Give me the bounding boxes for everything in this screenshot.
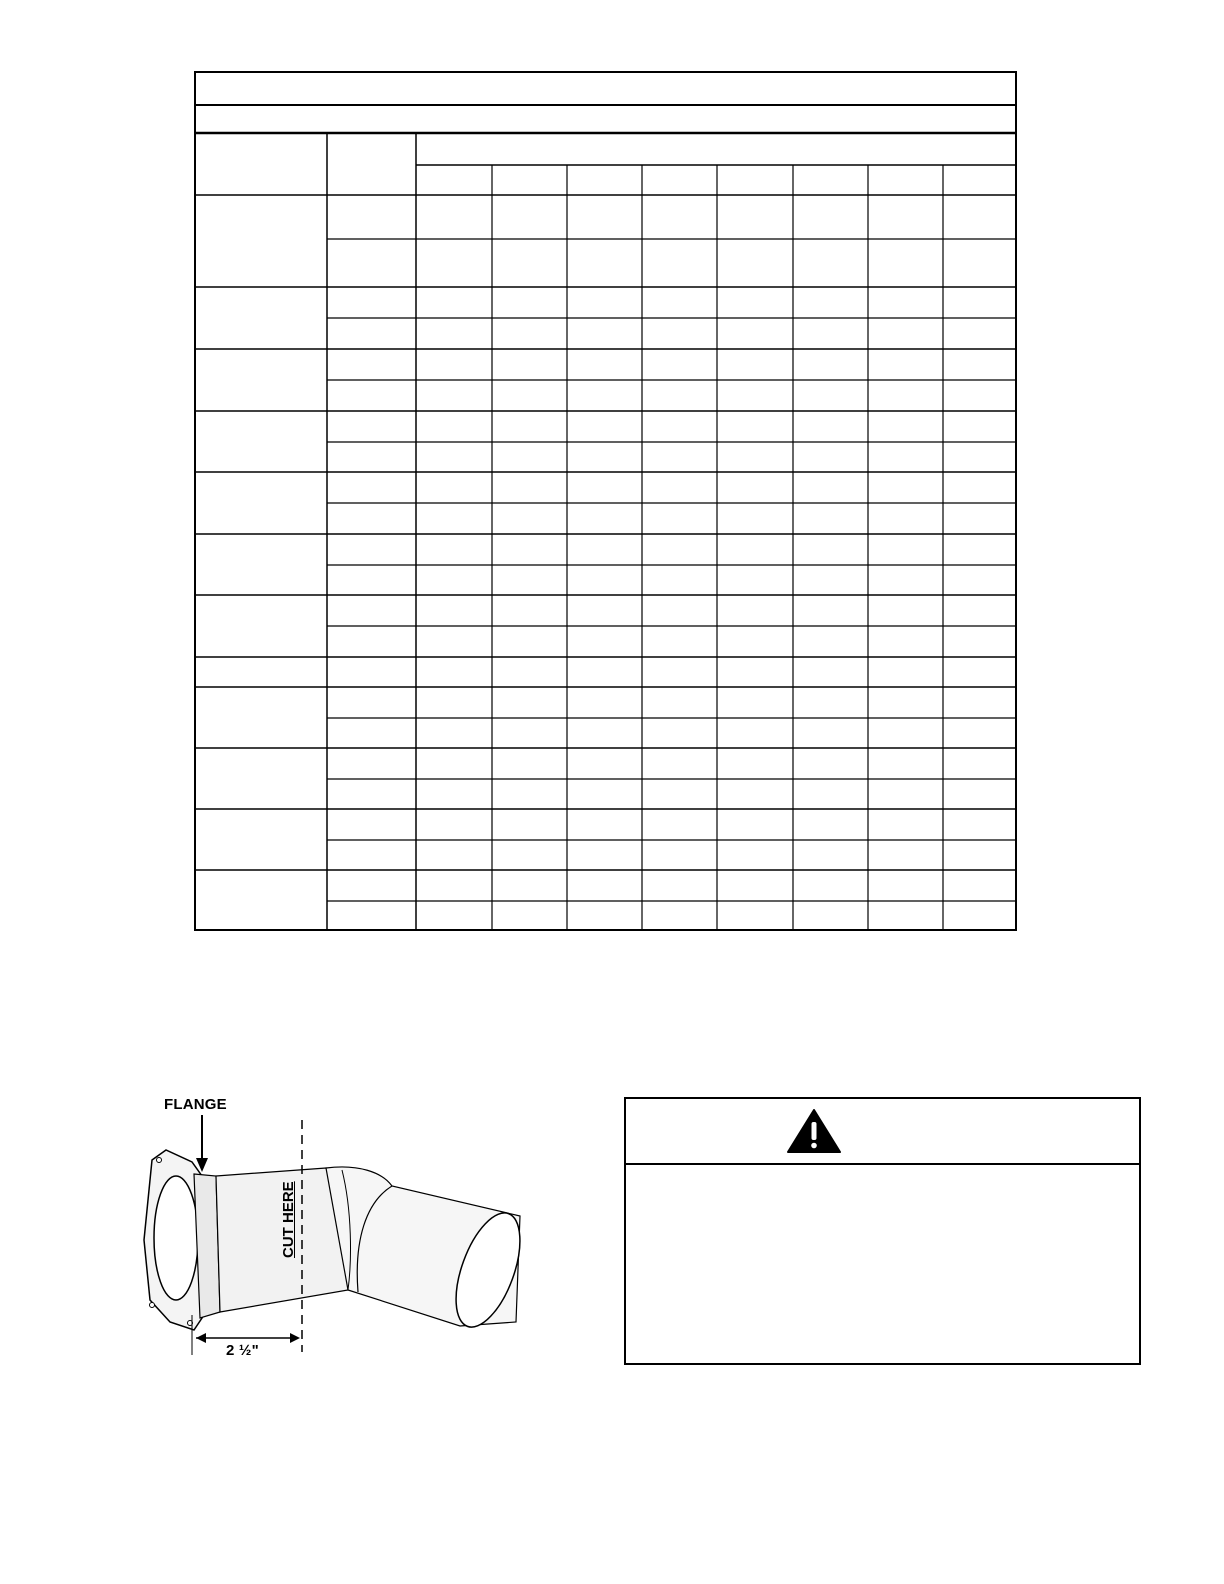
flange-opening bbox=[154, 1176, 198, 1300]
warning-body bbox=[626, 1165, 1139, 1185]
warning-box bbox=[624, 1097, 1141, 1365]
vent-elbow-figure bbox=[130, 1090, 550, 1370]
table-grid bbox=[196, 73, 1019, 933]
warning-triangle-icon bbox=[786, 1108, 842, 1154]
flange-label: FLANGE bbox=[164, 1096, 227, 1113]
cut-here-label: CUT HERE bbox=[280, 1181, 297, 1258]
warning-header bbox=[626, 1099, 1139, 1165]
vent-length-table bbox=[194, 71, 1017, 931]
vent-elbow-drawing bbox=[130, 1090, 550, 1370]
dimension-label: 2 ½" bbox=[226, 1342, 259, 1359]
